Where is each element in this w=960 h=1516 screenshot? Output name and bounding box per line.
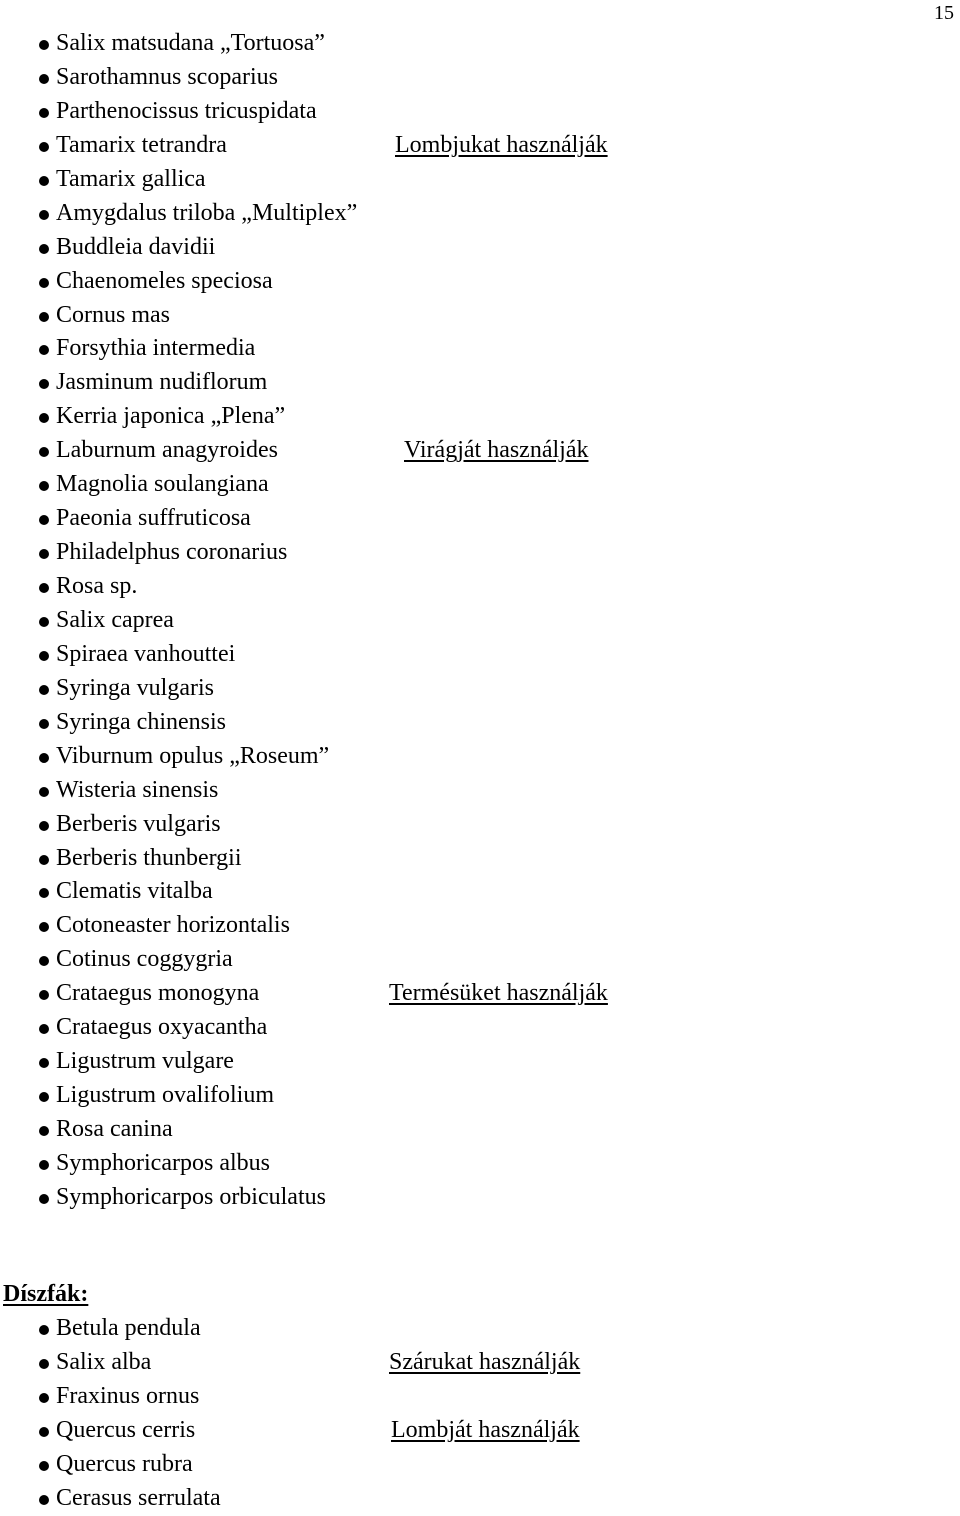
plant-name: Berberis vulgaris <box>56 810 221 837</box>
section-heading-trees: Díszfák: <box>3 1281 89 1307</box>
bullet-icon <box>39 549 49 559</box>
bullet-icon <box>39 1325 49 1335</box>
plant-name: Crataegus monogyna <box>56 980 260 1007</box>
bullet-icon <box>39 210 49 220</box>
plant-name: Parthenocissus tricuspidata <box>56 97 317 124</box>
bullet-icon <box>39 244 49 254</box>
plant-name: Berberis thunbergii <box>56 844 242 871</box>
plant-name: Salix caprea <box>56 606 174 633</box>
plant-name: Spiraea vanhouttei <box>56 640 236 667</box>
plant-name: Sarothamnus scoparius <box>56 63 278 90</box>
plant-name: Jasminum nudiflorum <box>56 369 268 396</box>
plant-name: Forsythia intermedia <box>56 335 256 362</box>
plant-name: Salix matsudana „Tortuosa” <box>56 30 325 56</box>
bullet-icon <box>39 1126 49 1136</box>
bullet-icon <box>39 1359 49 1369</box>
bullet-icon <box>39 413 49 423</box>
bullet-icon <box>39 515 49 525</box>
page-number: 15 <box>934 2 954 24</box>
plant-name: Paeonia suffruticosa <box>56 505 251 532</box>
plant-name: Cerasus serrulata <box>56 1484 221 1511</box>
plant-name: Betula pendula <box>56 1315 201 1341</box>
bullet-icon <box>39 617 49 627</box>
plant-name: Clematis vitalba <box>56 878 213 905</box>
bullet-icon <box>39 345 49 355</box>
plant-name: Rosa canina <box>56 1116 173 1142</box>
plant-name: Cotinus coggygria <box>56 946 233 973</box>
bullet-icon <box>39 685 49 695</box>
bullet-icon <box>39 1427 49 1437</box>
bullet-icon <box>39 108 49 118</box>
bullet-icon <box>39 753 49 763</box>
bullet-icon <box>39 142 49 152</box>
bullet-icon <box>39 922 49 932</box>
bullet-icon <box>39 1194 49 1204</box>
plant-name: Cotoneaster horizontalis <box>56 912 290 939</box>
bullet-icon <box>39 888 49 898</box>
plant-name: Wisteria sinensis <box>56 776 219 803</box>
bullet-icon <box>39 1160 49 1170</box>
plant-name: Symphoricarpos albus <box>56 1149 270 1176</box>
plant-name: Quercus rubra <box>56 1450 193 1477</box>
usage-note: Lombját használják <box>391 1416 580 1443</box>
bullet-icon <box>39 821 49 831</box>
plant-name: Kerria japonica „Plena” <box>56 403 286 430</box>
bullet-icon <box>39 956 49 966</box>
plant-name: Philadelphus coronarius <box>56 539 288 566</box>
plant-name: Laburnum anagyroides <box>56 437 278 464</box>
bullet-icon <box>39 1393 49 1403</box>
bullet-icon <box>39 1024 49 1034</box>
bullet-icon <box>39 278 49 288</box>
usage-note: Virágját használják <box>404 437 589 464</box>
bullet-icon <box>39 719 49 729</box>
plant-name: Crataegus oxyacantha <box>56 1014 268 1041</box>
plant-name: Fraxinus ornus <box>56 1382 200 1409</box>
bullet-icon <box>39 40 49 50</box>
plant-name: Tamarix gallica <box>56 165 206 192</box>
plant-name: Buddleia davidii <box>56 233 216 260</box>
plant-name: Tamarix tetrandra <box>56 131 227 158</box>
bullet-icon <box>39 855 49 865</box>
usage-note: Lombjukat használják <box>395 131 608 158</box>
bullet-icon <box>39 1092 49 1102</box>
plant-name: Salix alba <box>56 1348 152 1375</box>
bullet-icon <box>39 481 49 491</box>
plant-name: Cornus mas <box>56 301 170 328</box>
usage-note: Szárukat használják <box>389 1348 581 1375</box>
bullet-icon <box>39 651 49 661</box>
bullet-icon <box>39 583 49 593</box>
bullet-icon <box>39 990 49 1000</box>
plant-name: Magnolia soulangiana <box>56 471 269 498</box>
bullet-icon <box>39 1495 49 1505</box>
bullet-icon <box>39 1058 49 1068</box>
plant-name: Syringa vulgaris <box>56 674 214 701</box>
bullet-icon <box>39 787 49 797</box>
plant-name: Ligustrum vulgare <box>56 1048 234 1075</box>
plant-name: Chaenomeles speciosa <box>56 267 273 294</box>
plant-name: Symphoricarpos orbiculatus <box>56 1183 326 1210</box>
plant-name: Amygdalus triloba „Multiplex” <box>56 199 358 226</box>
plant-name: Viburnum opulus „Roseum” <box>56 742 330 769</box>
bullet-icon <box>39 379 49 389</box>
bullet-icon <box>39 1461 49 1471</box>
plant-name: Ligustrum ovalifolium <box>56 1082 274 1109</box>
plant-name: Quercus cerris <box>56 1416 196 1443</box>
bullet-icon <box>39 312 49 322</box>
bullet-icon <box>39 176 49 186</box>
plant-name: Rosa sp. <box>56 573 138 599</box>
plant-name: Syringa chinensis <box>56 708 226 735</box>
usage-note: Termésüket használják <box>389 980 608 1007</box>
bullet-icon <box>39 74 49 84</box>
bullet-icon <box>39 447 49 457</box>
